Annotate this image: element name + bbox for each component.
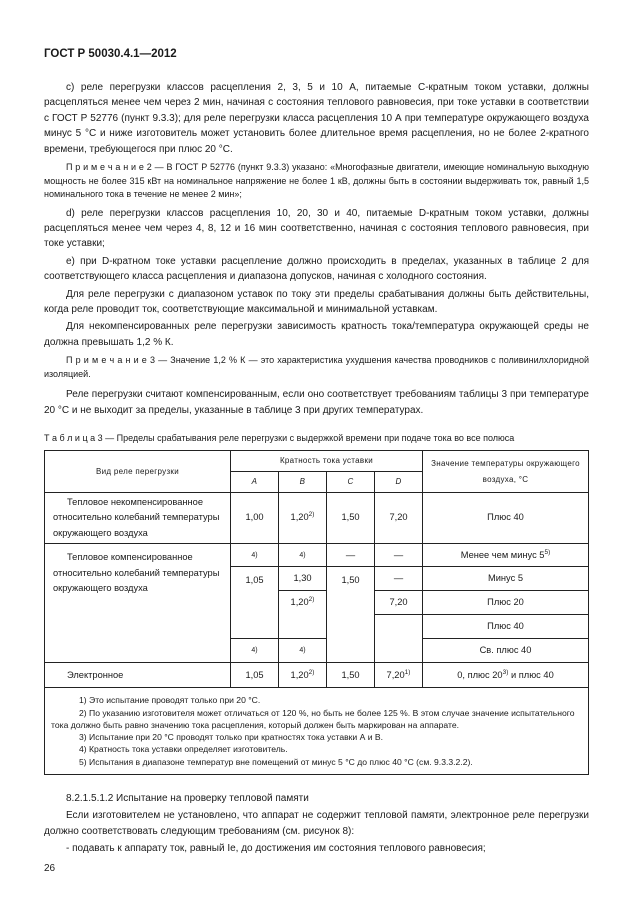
cell: 1,05: [231, 567, 279, 639]
col-c: C: [327, 472, 375, 493]
paragraph-range: Для реле перегрузки с диапазоном уставок по току эти пределы срабатывания должны быть действительны, когда реле проводит ток, соответствующие максимальной и минимальной уставкам.: [44, 288, 589, 315]
row-compensated-name: Тепловое компенсированное относительно колебаний температуры окружающего воздуха: [45, 544, 231, 663]
footnote-2: 2) По указанию изготовителя может отличаться от 120 %, но быть не более 125 %. В этом случае значение испытательного тока должно быть равно значению тока расцепления, который должен быть маркирован на аппарате.: [51, 707, 575, 730]
section-paragraph-1: Если изготовителем не установлено, что аппарат не содержит тепловой памяти, электронное реле перегрузки должно соответствовать следующим требованиям (см. рисунок 8):: [44, 810, 589, 837]
page-number: 26: [44, 863, 56, 874]
col-b: B: [279, 472, 327, 493]
cell: 1,50: [327, 663, 375, 688]
cell: 1,50: [327, 493, 375, 544]
col-relay-type: Вид реле перегрузки: [45, 451, 231, 493]
cell: 4): [231, 544, 279, 567]
footnote-5: 5) Испытания в диапазоне температур вне помещений от минус 5 °С до плюс 40 °С (см. 9.3.3.2.2).: [79, 756, 473, 767]
cell: 4): [279, 639, 327, 663]
cell: 7,20: [375, 493, 423, 544]
cell: Плюс 40: [423, 615, 589, 639]
note-3: П р и м е ч а н и е 3 — Значение 1,2 % К — это характеристика ухудшения качества проводников с поливинилхлоридной изоляцией.: [44, 355, 589, 379]
paragraph-d: d) реле перегрузки классов расцепления 10, 20, 30 и 40, питаемые D-кратным током уставки, должны расцепляться менее чем через 4, 8, 12 и 16 мин соответственно, начиная с состояния теплового равновесия, при токе уставки;: [44, 207, 589, 250]
section-thermal-memory: [44, 791, 589, 857]
cell: 1,20$^{2)}$: [279, 663, 327, 688]
limits-table: [44, 450, 589, 775]
table-row: [45, 493, 589, 544]
table-row: [45, 544, 589, 567]
cell: 1,00: [231, 493, 279, 544]
section-title: 8.2.1.5.1.2 Испытание на проверку тепловой памяти: [66, 793, 309, 804]
paragraph-c: с) реле перегрузки классов расцепления 2, 3, 5 и 10 А, питаемые С-кратным током уставки, должны расцепляться менее чем через 2 мин, начиная с состояния теплового равновесия, при токе уставки в соответствии с ГОСТ Р 52776 (пункт 9.3.3); для реле перегрузки класса расцепления 10 А при температуре окружающего воздуха минус 5 °С и ниже изготовитель может установить более длительное время расцепления, но не более 2-кратного времени, требующегося при плюс 20 °С.: [44, 82, 589, 155]
table-header-row: [45, 451, 589, 472]
paragraph-compensated: Реле перегрузки считают компенсированным, если оно соответствует требованиям таблицы 3 при температуре 20 °С и не выходит за пределы, указанные в таблице 3 при других температурах.: [44, 389, 589, 416]
footnote-3: 3) Испытание при 20 °С проводят только при кратностях тока уставки А и В.: [79, 732, 384, 743]
footnote-4: 4) Кратность тока уставки определяет изготовитель.: [79, 744, 288, 755]
cell: Менее чем минус 5$^{5)}$: [423, 544, 589, 567]
page-content: [44, 80, 589, 859]
cell: 7,20$^{1)}$: [375, 663, 423, 688]
cell: —: [327, 544, 375, 567]
cell: —: [375, 567, 423, 591]
footnote-1: 1) Это испытание проводят только при 20 °С.: [79, 695, 261, 706]
cell: Плюс 20: [423, 591, 589, 615]
cell: Св. плюс 40: [423, 639, 589, 663]
paragraph-e: е) при D-кратном токе уставки расцепление должно происходить в пределах, указанных в таблице 2 для соответствующего класса расцепления и диапазона допусков, начиная с холодного состояния.: [44, 255, 589, 283]
table-caption: Т а б л и ц а 3 — Пределы срабатывания реле перегрузки с выдержкой времени при подаче тока во все полюса: [44, 433, 515, 443]
paragraph-uncompensated: Для некомпенсированных реле перегрузки зависимость кратность тока/температура окружающей среды не должна превышать 1,2 % К.: [44, 321, 589, 348]
cell: Минус 5: [423, 567, 589, 591]
section-paragraph-2: - подавать к аппарату ток, равный Ie, до достижения им состояния теплового равновесия;: [66, 843, 486, 855]
note-2: П р и м е ч а н и е 2 — В ГОСТ Р 52776 (пункт 9.3.3) указано: «Многофазные двигатели, имеющие номинальную выходную мощность не более 315 кВт на номинальное напряжение не более 1 кВ, должны быть в состоянии выдерживать ток, равный 1,5 номинального тока в течение не менее 2 мин»;: [44, 162, 589, 200]
cell: 4): [279, 544, 327, 567]
cell: 1,05: [231, 663, 279, 688]
row-electronic-name: Электронное: [45, 663, 231, 688]
col-temperature: Значение температуры окружающего воздуха, °С: [423, 451, 589, 493]
table-row: [45, 663, 589, 688]
cell: 4): [231, 639, 279, 663]
cell-empty: [375, 615, 423, 663]
cell: 1,20$^{2)}$: [279, 591, 327, 639]
col-multiplicity: Кратность тока уставки: [231, 451, 423, 472]
cell: 1,50: [327, 567, 375, 663]
table-footnotes-row: [45, 688, 589, 775]
table-footnotes: [45, 688, 589, 775]
cell: Плюс 40: [423, 493, 589, 544]
row-uncompensated-name: Тепловое некомпенсированное относительно колебаний температуры окружающего воздуха: [45, 493, 231, 544]
cell: 7,20: [375, 591, 423, 615]
col-d: D: [375, 472, 423, 493]
cell: —: [375, 544, 423, 567]
document-header: ГОСТ Р 50030.4.1—2012: [44, 48, 177, 60]
cell: 0, плюс 20$^{3)}$ и плюс 40: [423, 663, 589, 688]
cell: 1,30: [279, 567, 327, 591]
col-a: A: [231, 472, 279, 493]
cell: 1,20$^{2)}$: [279, 493, 327, 544]
